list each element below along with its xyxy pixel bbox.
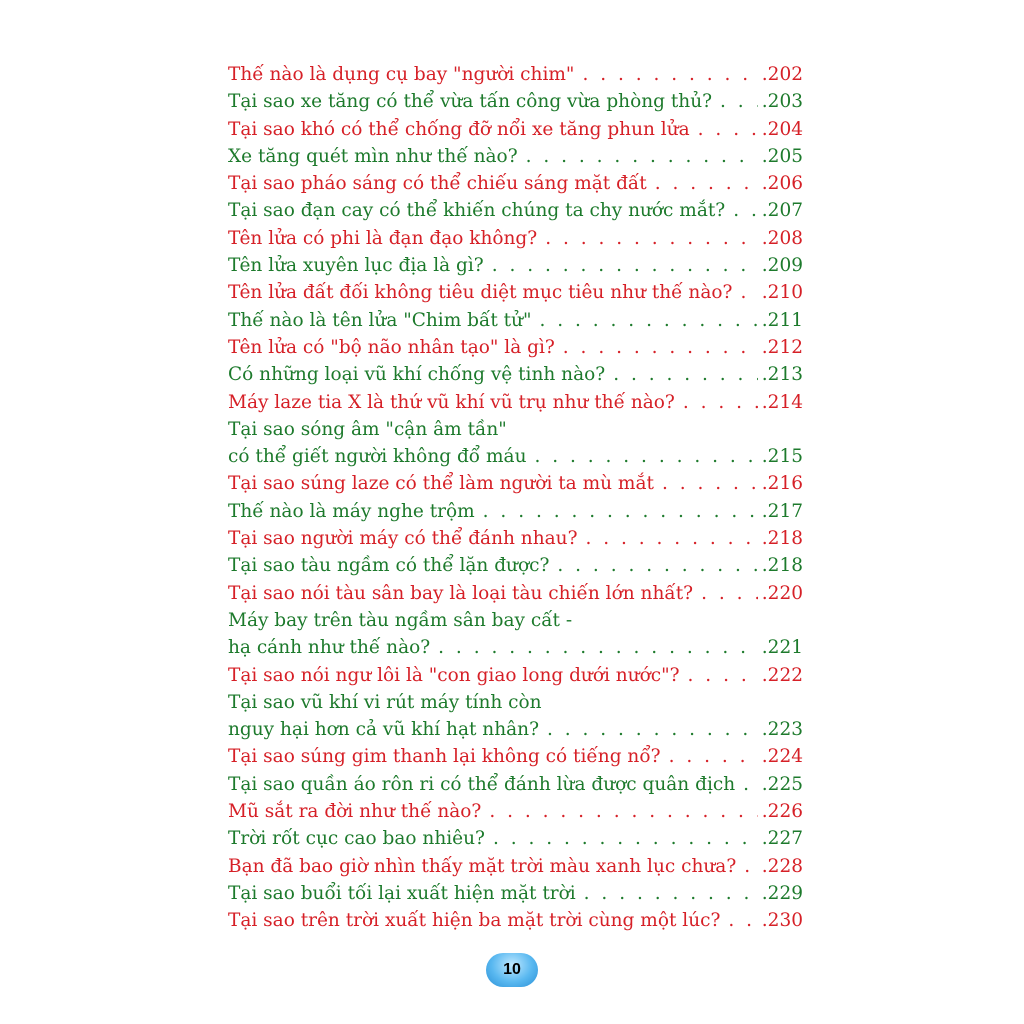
toc-entry-title: nguy hại hơn cả vũ khí hạt nhân? [228, 719, 539, 741]
toc-entry-line [228, 88, 803, 115]
toc-entry-line [228, 252, 803, 279]
toc-entry-line [228, 170, 803, 197]
dot-leader [547, 716, 758, 743]
toc-entry-title: Tại sao vũ khí vi rút máy tính còn [228, 691, 542, 713]
toc-page-number: .215 [761, 446, 803, 468]
toc-entry-line [228, 798, 803, 825]
toc-entry-title: Tại sao người máy có thể đánh nhau? [228, 528, 578, 550]
toc-page-number: .210 [761, 282, 803, 304]
dot-leader [698, 116, 758, 143]
dot-leader [733, 197, 758, 224]
toc-entry [228, 607, 803, 662]
toc-entry-title: Tại sao nói ngư lôi là "con giao long dưới nước"? [228, 664, 680, 686]
toc-page-number: .218 [761, 528, 803, 550]
toc-entry [228, 252, 803, 279]
dot-leader [728, 907, 757, 934]
toc-page-number: .214 [761, 391, 803, 413]
dot-leader [489, 798, 757, 825]
dot-leader [655, 170, 758, 197]
toc-entry-title: Tên lửa có phi là đạn đạo không? [228, 227, 538, 249]
toc-entry-title: Tại sao nói tàu sân bay là loại tàu chiến lớn nhất? [228, 582, 694, 604]
toc-entry [228, 552, 803, 579]
toc-page-number: .226 [761, 801, 803, 823]
dot-leader [669, 743, 758, 770]
toc-entry [228, 170, 803, 197]
toc-page-number: .203 [761, 91, 803, 113]
toc-entry-title: Tại sao sóng âm "cận âm tần" [228, 418, 507, 440]
toc-entry [228, 307, 803, 334]
page-number-badge: 10 [486, 953, 538, 987]
toc-entry-title: Tại sao tàu ngầm có thể lặn được? [228, 555, 550, 577]
toc-entry [228, 225, 803, 252]
dot-leader [584, 880, 758, 907]
toc-entry-title: Bạn đã bao giờ nhìn thấy mặt trời màu xanh lục chưa? [228, 855, 737, 877]
toc-entry-title: Trời rốt cục cao bao nhiêu? [228, 828, 485, 850]
toc-page-number: .227 [761, 828, 803, 850]
toc-entry-line [228, 389, 803, 416]
dot-leader [563, 334, 758, 361]
toc-entry-title: Tên lửa đất đối không tiêu diệt mục tiêu như thế nào? [228, 282, 733, 304]
toc-entry-line [228, 689, 803, 716]
toc-entry-line [228, 416, 803, 443]
toc-entry [228, 279, 803, 306]
dot-leader [483, 498, 758, 525]
toc-entry [228, 116, 803, 143]
toc-page-number: .202 [761, 64, 803, 85]
toc-entry-line [228, 525, 803, 552]
toc-entry-title: Tại sao buổi tối lại xuất hiện mặt trời [228, 882, 576, 904]
dot-leader [720, 88, 758, 115]
toc-page-number: .209 [761, 255, 803, 277]
toc-entry-line [228, 880, 803, 907]
toc-entry [228, 143, 803, 170]
toc-page-number: .213 [761, 364, 803, 386]
toc-entry-line [228, 279, 803, 306]
toc-entry [228, 416, 803, 471]
toc-page-number: .216 [761, 473, 803, 495]
toc-entry [228, 853, 803, 880]
toc-entry [228, 361, 803, 388]
dot-leader [743, 771, 758, 798]
toc-entry-title: Tại sao đạn cay có thể khiến chúng ta chy nước mắt? [228, 200, 726, 222]
dot-leader [534, 443, 757, 470]
dot-leader [586, 525, 758, 552]
dot-leader [493, 825, 758, 852]
toc-page-number: .207 [761, 200, 803, 222]
toc-entry-line [228, 361, 803, 388]
toc-entry-line [228, 143, 803, 170]
toc-entry-title: Có những loại vũ khí chống vệ tinh nào? [228, 364, 606, 386]
dot-leader [545, 225, 758, 252]
toc-page-number: .217 [761, 500, 803, 522]
toc-entry-title: Máy laze tia X là thứ vũ khí vũ trụ như thế nào? [228, 391, 675, 413]
toc-entry-line [228, 662, 803, 689]
toc-entry-line [228, 61, 803, 88]
toc-entry [228, 798, 803, 825]
toc-entry-title: Tại sao súng gim thanh lại không có tiếng nổ? [228, 746, 661, 768]
toc-entry-title: Tên lửa xuyên lục địa là gì? [228, 255, 484, 277]
toc-entry-line [228, 334, 803, 361]
toc-entry [228, 389, 803, 416]
dot-leader [582, 61, 757, 88]
toc-page-number: .212 [761, 336, 803, 358]
toc-entry [228, 498, 803, 525]
toc-entry [228, 771, 803, 798]
toc-page-number: .220 [761, 582, 803, 604]
toc-entry-title: Tại sao xe tăng có thể vừa tấn công vừa phòng thủ? [228, 91, 713, 113]
toc-page-number: .222 [761, 664, 803, 686]
toc-entry-line [228, 552, 803, 579]
toc-entry-line [228, 825, 803, 852]
toc-entry-title: Tại sao khó có thể chống đỡ nổi xe tăng phun lửa [228, 118, 690, 140]
toc-page-number: .228 [761, 855, 803, 877]
toc-entry-title: Máy bay trên tàu ngầm sân bay cất - [228, 609, 573, 631]
toc-entry-line [228, 743, 803, 770]
toc-page-number: .218 [761, 555, 803, 577]
dot-leader [540, 307, 758, 334]
toc-page-number: .205 [761, 145, 803, 167]
toc-entry [228, 525, 803, 552]
dot-leader [613, 361, 758, 388]
toc-entry [228, 662, 803, 689]
toc-entry [228, 825, 803, 852]
toc-entry-title: Thế nào là máy nghe trộm [228, 500, 475, 522]
toc-entry-title: Tại sao quần áo rôn ri có thể đánh lừa được quân địch [228, 773, 736, 795]
toc-entry [228, 88, 803, 115]
toc-entry [228, 907, 803, 934]
toc-page-number: .225 [761, 773, 803, 795]
dot-leader [557, 552, 757, 579]
toc-entry-title: hạ cánh như thế nào? [228, 637, 431, 659]
dot-leader [688, 662, 758, 689]
dot-leader [492, 252, 758, 279]
toc-entry-line [228, 607, 803, 634]
toc-entry [228, 470, 803, 497]
toc-entry-title: Tại sao pháo sáng có thể chiếu sáng mặt đất [228, 173, 647, 195]
toc-entry-line [228, 225, 803, 252]
dot-leader [526, 143, 758, 170]
toc-entry-line [228, 443, 803, 470]
toc-entry-title: Tên lửa có "bộ não nhân tạo" là gì? [228, 336, 555, 358]
toc-page-number: .230 [761, 910, 803, 932]
dot-leader [683, 389, 758, 416]
toc-page-number: .223 [761, 719, 803, 741]
toc-entry [228, 61, 803, 88]
toc-entry-line [228, 716, 803, 743]
toc-entry-line [228, 307, 803, 334]
toc-entry-line [228, 634, 803, 661]
toc-entry-line [228, 470, 803, 497]
toc-entry-title: có thể giết người không đổ máu [228, 446, 527, 468]
toc-entry-title: Thế nào là tên lửa "Chim bất tử" [228, 309, 532, 331]
toc-entry-title: Tại sao trên trời xuất hiện ba mặt trời cùng một lúc? [228, 910, 721, 932]
dot-leader [662, 470, 758, 497]
toc-entry-line [228, 853, 803, 880]
toc-entry-line [228, 771, 803, 798]
toc-page-number: .221 [761, 637, 803, 659]
dot-leader [701, 580, 758, 607]
toc-entry-line [228, 116, 803, 143]
toc-entry-line [228, 580, 803, 607]
dot-leader [744, 853, 758, 880]
toc-entry-line [228, 498, 803, 525]
toc-entry-title: Tại sao súng laze có thể làm người ta mù mắt [228, 473, 654, 495]
toc-entry [228, 580, 803, 607]
toc-page-number: .224 [761, 746, 803, 768]
toc-entry-line [228, 197, 803, 224]
toc-entry [228, 689, 803, 744]
dot-leader [740, 279, 757, 306]
toc-entry [228, 880, 803, 907]
toc-entry [228, 334, 803, 361]
toc-page-number: .211 [761, 309, 803, 331]
toc-entry [228, 743, 803, 770]
table-of-contents [228, 61, 803, 935]
toc-page-number: .206 [761, 173, 803, 195]
toc-page-number: .208 [761, 227, 803, 249]
toc-page-number: .204 [761, 118, 803, 140]
dot-leader [438, 634, 758, 661]
toc-entry-line [228, 907, 803, 934]
toc-entry [228, 197, 803, 224]
toc-entry-title: Xe tăng quét mìn như thế nào? [228, 145, 518, 167]
toc-page-number: .229 [761, 882, 803, 904]
toc-entry-title: Mũ sắt ra đời như thế nào? [228, 801, 482, 823]
toc-entry-title: Thế nào là dụng cụ bay "người chim" [228, 64, 575, 85]
